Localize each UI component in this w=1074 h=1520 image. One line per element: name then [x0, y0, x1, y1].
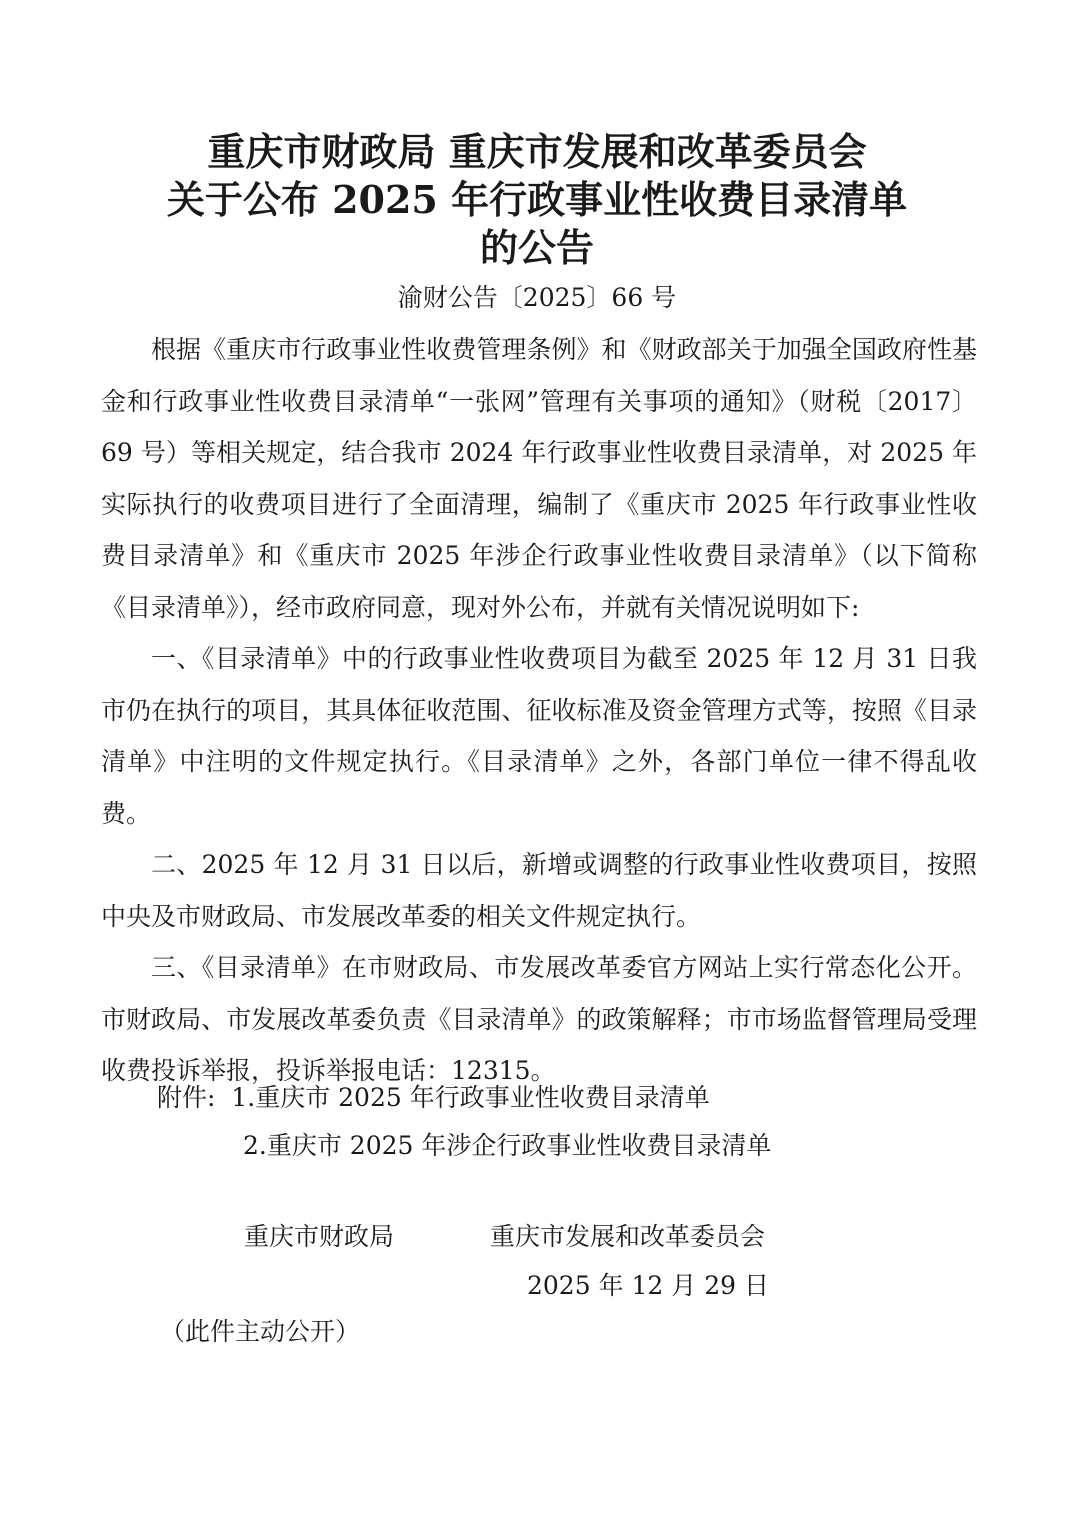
document-body	[101, 324, 977, 1097]
attachments-list	[157, 1074, 771, 1170]
title-line-3: 的公告	[479, 225, 594, 270]
document-title	[100, 128, 974, 272]
paragraph-item-3: 三、《目录清单》在市财政局、市发展改革委官方网站上实行常态化公开。市财政局、市发展改革委负责《目录清单》的政策解释；市市场监督管理局受理收费投诉举报，投诉举报电话：12315。	[101, 953, 977, 1085]
attachment-item-2: 2.重庆市 2025 年涉企行政事业性收费目录清单	[243, 1131, 772, 1160]
issue-date: 2025 年 12 月 29 日	[527, 1271, 769, 1300]
signature-development-commission: 重庆市发展和改革委员会	[490, 1222, 766, 1251]
paragraph-item-2: 二、2025 年 12 月 31 日以后，新增或调整的行政事业性收费项目，按照中央及市财政局、市发展改革委的相关文件规定执行。	[101, 850, 977, 931]
attachment-item-1: 1.重庆市 2025 年行政事业性收费目录清单	[231, 1083, 710, 1112]
attachments-label: 附件:	[157, 1083, 216, 1112]
paragraph-item-1: 一、《目录清单》中的行政事业性收费项目为截至 2025 年 12 月 31 日我市仍在执行的项目，其具体征收范围、征收标准及资金管理方式等，按照《目录清单》中注明的文件规定执行。《目录清单》之外，各部门单位一律不得乱收费。	[101, 644, 977, 828]
signature-finance-bureau: 重庆市财政局	[244, 1222, 395, 1251]
title-line-1: 重庆市财政局 重庆市发展和改革委员会	[207, 129, 867, 174]
attachment-row-2	[157, 1122, 771, 1170]
document-number: 渝财公告〔2025〕66 号	[397, 283, 677, 312]
title-line-2: 关于公布 2025 年行政事业性收费目录清单	[166, 177, 908, 222]
attachment-row-1	[157, 1074, 771, 1122]
paragraph-intro: 根据《重庆市行政事业性收费管理条例》和《财政部关于加强全国政府性基金和行政事业性收费目录清单“一张网”管理有关事项的通知》（财税〔2017〕69 号）等相关规定，结合我市 2024 年行政事业性收费目录清单，对 2025 年实际执行的收费项目进行了全面清理，编制了《重庆市 2025 年行政事业性收费目录清单》和《重庆市 2025 年涉企行政事业性收费目录清单》（以下简称《目录清单》），经市政府同意，现对外公布，并就有关情况说明如下:	[101, 335, 977, 622]
publication-note: （此件主动公开）	[160, 1317, 361, 1346]
